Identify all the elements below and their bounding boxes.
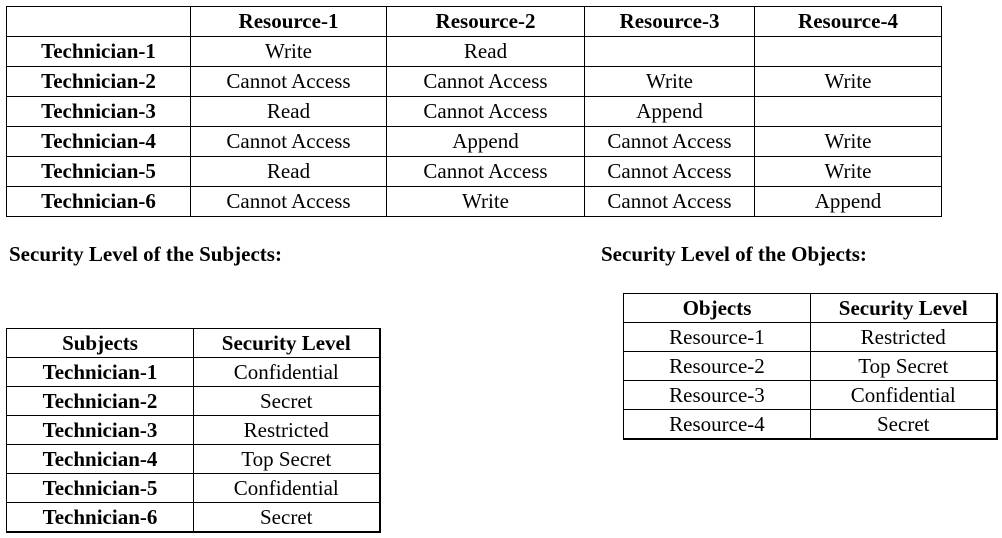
- column-header: Security Level: [194, 329, 380, 358]
- matrix-cell: Write: [191, 37, 387, 67]
- table-row: [7, 157, 942, 187]
- matrix-cell: Write: [755, 67, 942, 97]
- matrix-column-header: Resource-3: [585, 7, 755, 37]
- matrix-cell: [755, 37, 942, 67]
- matrix-cell: Cannot Access: [191, 67, 387, 97]
- matrix-row-header: Technician-4: [7, 127, 191, 157]
- table-row: [7, 503, 380, 533]
- matrix-corner-cell: [7, 7, 191, 37]
- matrix-cell: Cannot Access: [585, 127, 755, 157]
- table-row: [624, 410, 997, 440]
- table-row: [7, 416, 380, 445]
- security-level: Secret: [194, 503, 380, 533]
- table-row: [7, 187, 942, 217]
- access-matrix-table: [6, 6, 942, 217]
- subject-name: Technician-6: [7, 503, 194, 533]
- table-row: [624, 381, 997, 410]
- matrix-cell: [755, 97, 942, 127]
- table-row: [7, 445, 380, 474]
- matrix-cell: Append: [387, 127, 585, 157]
- matrix-cell: Write: [755, 127, 942, 157]
- matrix-row-header: Technician-6: [7, 187, 191, 217]
- matrix-cell: Append: [755, 187, 942, 217]
- object-name: Resource-1: [624, 323, 811, 352]
- subject-name: Technician-2: [7, 387, 194, 416]
- matrix-cell: Cannot Access: [191, 127, 387, 157]
- subject-name: Technician-5: [7, 474, 194, 503]
- table-row: [7, 387, 380, 416]
- security-level: Restricted: [194, 416, 380, 445]
- matrix-header-row: [7, 7, 942, 37]
- matrix-row-header: Technician-1: [7, 37, 191, 67]
- subjects-security-table: [6, 328, 381, 533]
- object-name: Resource-3: [624, 381, 811, 410]
- security-level: Confidential: [811, 381, 997, 410]
- objects-section-title: Security Level of the Objects:: [601, 242, 867, 266]
- matrix-cell: Cannot Access: [387, 97, 585, 127]
- table-row: [7, 474, 380, 503]
- matrix-row-header: Technician-2: [7, 67, 191, 97]
- matrix-cell: [585, 37, 755, 67]
- matrix-cell: Cannot Access: [585, 157, 755, 187]
- object-name: Resource-2: [624, 352, 811, 381]
- objects-security-table: [623, 293, 998, 440]
- column-header: Security Level: [811, 294, 997, 323]
- object-name: Resource-4: [624, 410, 811, 440]
- table-row: [624, 352, 997, 381]
- table-row: [7, 37, 942, 67]
- subject-name: Technician-4: [7, 445, 194, 474]
- matrix-cell: Write: [585, 67, 755, 97]
- security-level: Restricted: [811, 323, 997, 352]
- objects-header-row: [624, 294, 997, 323]
- security-level: Secret: [194, 387, 380, 416]
- subjects-header-row: [7, 329, 380, 358]
- matrix-cell: Read: [191, 97, 387, 127]
- security-level: Confidential: [194, 474, 380, 503]
- matrix-column-header: Resource-4: [755, 7, 942, 37]
- matrix-row-header: Technician-5: [7, 157, 191, 187]
- table-row: [7, 67, 942, 97]
- security-level: Top Secret: [194, 445, 380, 474]
- matrix-row-header: Technician-3: [7, 97, 191, 127]
- security-level: Confidential: [194, 358, 380, 387]
- table-row: [7, 358, 380, 387]
- matrix-column-header: Resource-2: [387, 7, 585, 37]
- subjects-section-title: Security Level of the Subjects:: [9, 242, 282, 266]
- column-header: Subjects: [7, 329, 194, 358]
- matrix-column-header: Resource-1: [191, 7, 387, 37]
- subject-name: Technician-1: [7, 358, 194, 387]
- security-level: Secret: [811, 410, 997, 440]
- matrix-cell: Cannot Access: [387, 157, 585, 187]
- matrix-cell: Write: [387, 187, 585, 217]
- matrix-cell: Write: [755, 157, 942, 187]
- matrix-cell: Read: [191, 157, 387, 187]
- matrix-cell: Read: [387, 37, 585, 67]
- matrix-cell: Cannot Access: [387, 67, 585, 97]
- table-row: [7, 127, 942, 157]
- subject-name: Technician-3: [7, 416, 194, 445]
- security-level: Top Secret: [811, 352, 997, 381]
- matrix-cell: Cannot Access: [191, 187, 387, 217]
- matrix-cell: Cannot Access: [585, 187, 755, 217]
- column-header: Objects: [624, 294, 811, 323]
- table-row: [624, 323, 997, 352]
- table-row: [7, 97, 942, 127]
- matrix-cell: Append: [585, 97, 755, 127]
